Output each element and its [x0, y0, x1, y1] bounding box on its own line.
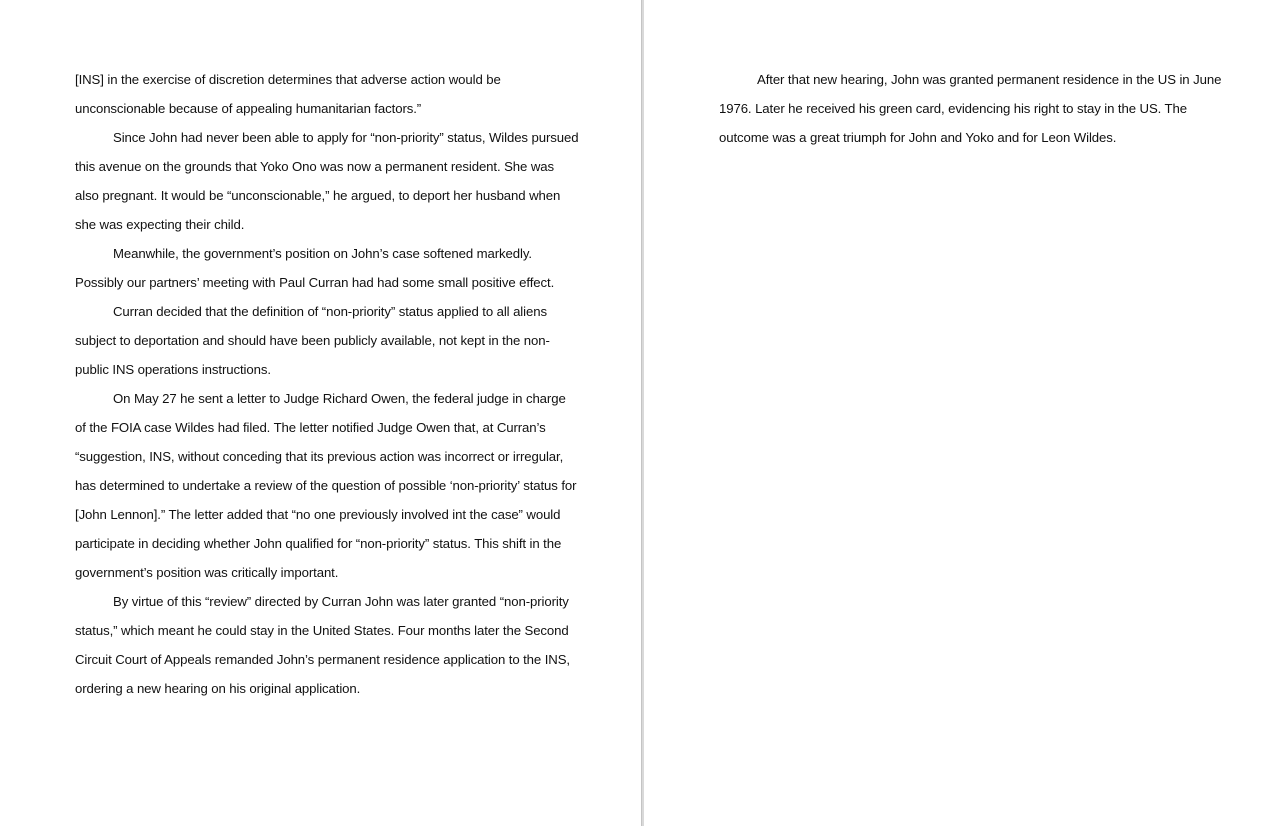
- paragraph: [75, 587, 585, 703]
- text-line: also pregnant. It would be “unconscionable,” he argued, to deport her husband when: [75, 188, 561, 203]
- text-line: this avenue on the grounds that Yoko Ono was now a permanent resident. She was: [75, 159, 554, 174]
- text-line: subject to deportation and should have been publicly available, not kept in the non-: [75, 333, 550, 348]
- text-line: ordering a new hearing on his original application.: [75, 681, 361, 696]
- text-line: she was expecting their child.: [75, 217, 245, 232]
- text-line: [INS] in the exercise of discretion determines that adverse action would be: [75, 72, 501, 87]
- text-line: outcome was a great triumph for John and Yoko and for Leon Wildes.: [719, 130, 1117, 145]
- document-page-left: [0, 0, 641, 826]
- text-line: government’s position was critically important.: [75, 565, 339, 580]
- paragraph: [75, 297, 585, 384]
- text-line: By virtue of this “review” directed by Curran John was later granted “non-priority: [113, 594, 569, 609]
- paragraph: [719, 65, 1229, 152]
- page-text-left: [75, 65, 585, 703]
- paragraph: [75, 65, 585, 123]
- text-line: Meanwhile, the government’s position on John’s case softened markedly.: [113, 246, 532, 261]
- text-line: unconscionable because of appealing humanitarian factors.”: [75, 101, 422, 116]
- text-line: Circuit Court of Appeals remanded John’s permanent residence application to the INS,: [75, 652, 570, 667]
- text-line: After that new hearing, John was granted permanent residence in the US in June: [757, 72, 1222, 87]
- text-line: public INS operations instructions.: [75, 362, 271, 377]
- text-line: status,” which meant he could stay in the United States. Four months later the Second: [75, 623, 569, 638]
- text-line: has determined to undertake a review of the question of possible ‘non-priority’ status for: [75, 478, 577, 493]
- text-line: 1976. Later he received his green card, evidencing his right to stay in the US. The: [719, 101, 1187, 116]
- text-line: On May 27 he sent a letter to Judge Richard Owen, the federal judge in charge: [113, 391, 566, 406]
- paragraph: [75, 123, 585, 239]
- text-line: of the FOIA case Wildes had filed. The letter notified Judge Owen that, at Curran’s: [75, 420, 546, 435]
- document-page-right: [644, 0, 1283, 826]
- text-line: Since John had never been able to apply for “non-priority” status, Wildes pursued: [113, 130, 579, 145]
- text-line: [John Lennon].” The letter added that “no one previously involved int the case” would: [75, 507, 561, 522]
- text-line: Possibly our partners’ meeting with Paul Curran had had some small positive effect.: [75, 275, 555, 290]
- paragraph: [75, 384, 585, 587]
- text-line: Curran decided that the definition of “non-priority” status applied to all aliens: [113, 304, 547, 319]
- paragraph: [75, 239, 585, 297]
- text-line: participate in deciding whether John qualified for “non-priority” status. This shift in the: [75, 536, 562, 551]
- text-line: “suggestion, INS, without conceding that its previous action was incorrect or irregular,: [75, 449, 564, 464]
- page-text-right: [719, 65, 1229, 152]
